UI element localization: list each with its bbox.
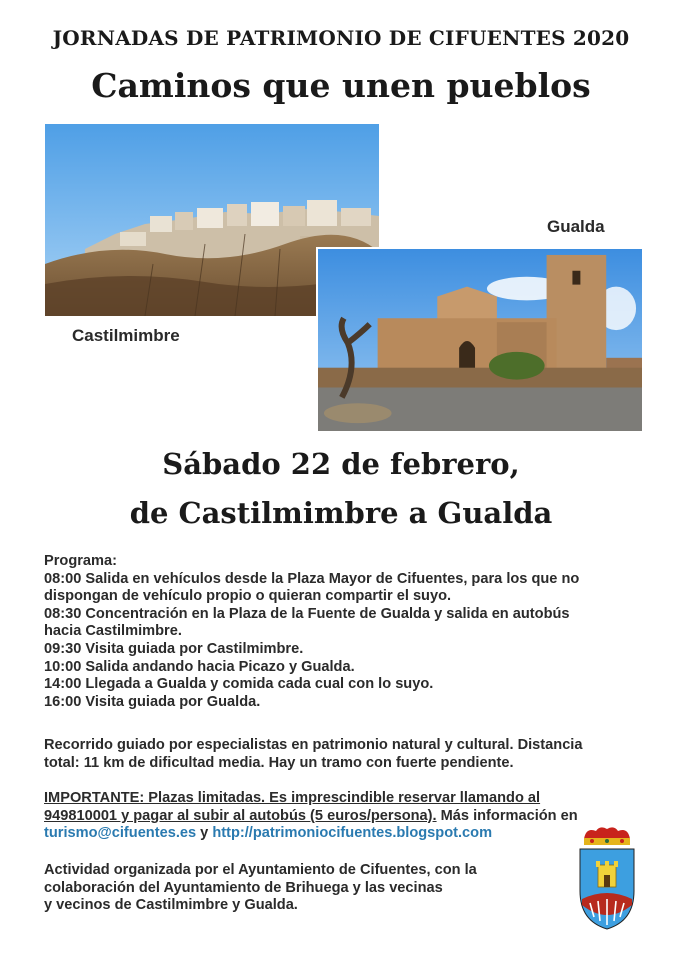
program-title: Programa: (44, 553, 117, 569)
organizer-line: colaboración del Ayuntamiento de Brihuega y las vecinas (44, 879, 443, 896)
organizer-note (44, 862, 544, 915)
event-route: de Castilmimbre a Gualda (129, 496, 553, 530)
route-info (44, 737, 649, 772)
poster-title: Caminos que unen pueblos (91, 66, 591, 105)
important-line: IMPORTANTE: Plazas limitadas. Es imprescindible reservar llamando al (44, 790, 541, 806)
email-link[interactable]: turismo@cifuentes.es (44, 825, 197, 842)
program-section (44, 553, 649, 711)
organizer-line: y vecinos de Castilmimbre y Gualda. (44, 897, 298, 914)
gualda-label: Gualda (547, 217, 605, 236)
booking-phone-line: 949810001 y pagar al subir al autobús (5 euros/persona). (44, 807, 437, 824)
program-item: 14:00 Llegada a Gualda y comida cada cual con lo suyo. (44, 676, 434, 693)
program-item: 08:30 Concentración en la Plaza de la Fuente de Gualda y salida en autobús (44, 605, 570, 622)
event-date: Sábado 22 de febrero, (162, 447, 520, 481)
organizer-line: Actividad organizada por el Ayuntamiento de Cifuentes, con la (44, 862, 477, 878)
more-info-text: Más información en (436, 807, 578, 824)
program-item: 08:00 Salida en vehículos desde la Plaza Mayor de Cifuentes, para los que no (44, 570, 580, 587)
route-info-line: Recorrido guiado por especialistas en patrimonio natural y cultural. Distancia (44, 737, 583, 753)
program-item: hacia Castilmimbre. (44, 623, 182, 640)
castilmimbre-label: Castilmimbre (72, 326, 180, 345)
event-series-title: JORNADAS DE PATRIMONIO DE CIFUENTES 2020 (52, 26, 630, 50)
program-item: 09:30 Visita guiada por Castilmimbre. (44, 640, 304, 657)
program-item: dispongan de vehículo propio o quieran compartir el suyo. (44, 588, 452, 605)
important-notice (44, 790, 649, 843)
route-info-line: total: 11 km de dificultad media. Hay un tramo con fuerte pendiente. (44, 754, 514, 771)
program-item: 16:00 Visita guiada por Gualda. (44, 693, 261, 710)
joiner-text: y (196, 825, 213, 842)
cifuentes-coat-of-arms-icon (576, 825, 638, 931)
gualda-church-photo (316, 247, 642, 431)
program-item: 10:00 Salida andando hacia Picazo y Gualda. (44, 658, 355, 675)
website-link[interactable]: http://patrimoniocifuentes.blogspot.com (212, 825, 493, 842)
